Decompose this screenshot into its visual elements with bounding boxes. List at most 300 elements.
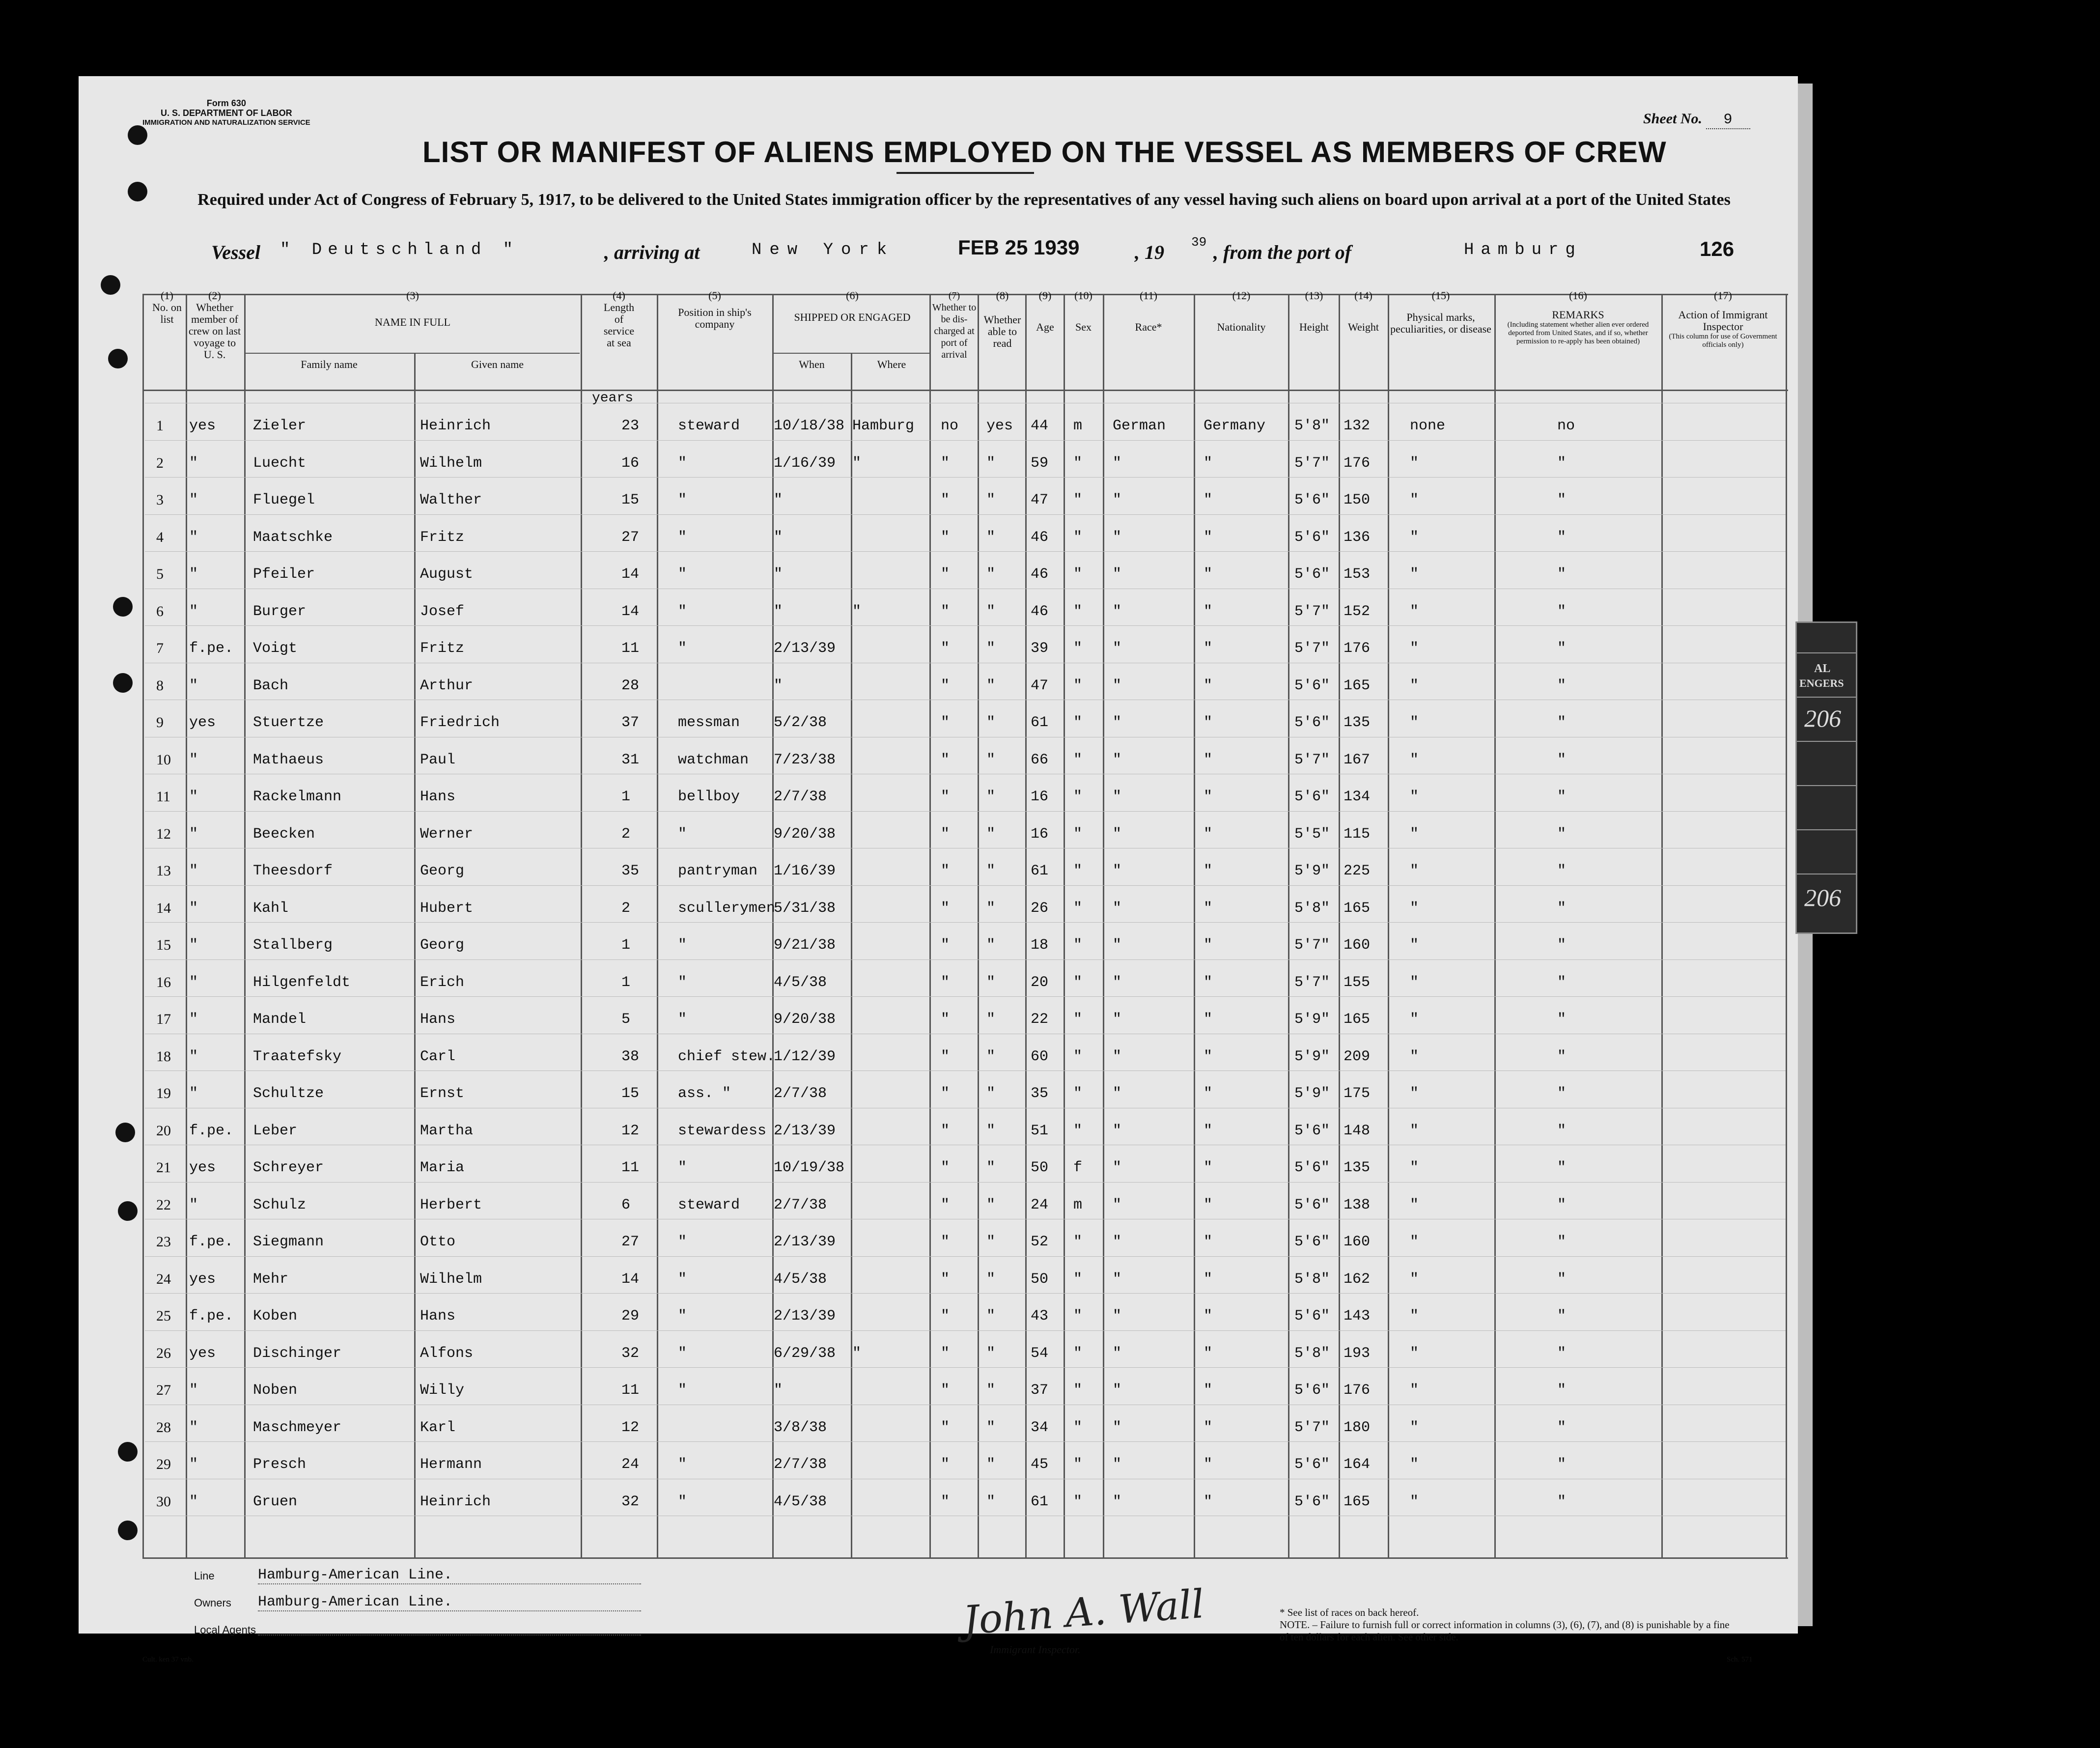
- given-name-cell: Ernst: [420, 1085, 465, 1102]
- able-to-read-cell: ": [986, 1270, 996, 1288]
- shipped-when-cell: 4/5/38: [774, 1270, 827, 1288]
- length-of-service-cell: 24: [621, 1456, 640, 1473]
- physical-marks-cell: ": [1410, 1159, 1419, 1176]
- able-to-read-cell: ": [986, 714, 996, 731]
- to-be-discharged-cell: ": [941, 1456, 950, 1473]
- family-name-cell: Koben: [253, 1308, 298, 1325]
- able-to-read-cell: ": [986, 529, 996, 546]
- sex-cell: ": [1073, 1456, 1083, 1473]
- last-voyage-cell: ": [189, 1493, 198, 1510]
- length-of-service-cell: 37: [621, 714, 640, 731]
- binder-hole: [128, 182, 147, 201]
- physical-marks-cell: ": [1410, 1196, 1419, 1213]
- shipped-when-cell: 7/23/38: [774, 751, 836, 768]
- last-voyage-cell: ": [189, 900, 198, 917]
- last-voyage-cell: yes: [189, 714, 216, 731]
- last-voyage-cell: ": [189, 863, 198, 879]
- shipped-when-cell: 2/7/38: [774, 1085, 827, 1102]
- shipped-when-cell: 5/31/38: [774, 900, 836, 917]
- weight-cell: 138: [1344, 1196, 1371, 1213]
- last-voyage-cell: ": [189, 677, 198, 694]
- row-number-cell: 18: [156, 1048, 171, 1065]
- row-number-cell: 17: [156, 1011, 171, 1027]
- given-name-cell: Paul: [420, 751, 456, 768]
- list-number: 126: [1700, 237, 1735, 260]
- physical-marks-cell: ": [1410, 1122, 1419, 1139]
- remarks-cell: ": [1557, 1048, 1567, 1065]
- to-be-discharged-cell: ": [941, 1159, 950, 1176]
- last-voyage-cell: ": [189, 1382, 198, 1399]
- given-name-cell: Carl: [420, 1048, 456, 1065]
- weight-cell: 180: [1344, 1419, 1371, 1436]
- weight-cell: 162: [1344, 1270, 1371, 1288]
- row-number-cell: 24: [156, 1270, 171, 1287]
- height-cell: 5'6": [1294, 1308, 1330, 1325]
- remarks-cell: ": [1557, 492, 1567, 508]
- last-voyage-cell: ": [189, 454, 198, 472]
- position-cell: steward: [678, 418, 740, 434]
- column-rule: [1661, 295, 1663, 1557]
- row-rule: [145, 1256, 1786, 1257]
- remarks-cell: ": [1557, 1011, 1567, 1028]
- shipped-when-cell: ": [774, 566, 783, 583]
- to-be-discharged-cell: ": [941, 863, 950, 879]
- to-be-discharged-cell: ": [941, 1493, 950, 1510]
- shipped-when-cell: ": [774, 1382, 783, 1399]
- family-name-cell: Voigt: [253, 640, 298, 657]
- to-be-discharged-cell: ": [941, 974, 950, 991]
- row-number-cell: 8: [156, 677, 164, 694]
- to-be-discharged-cell: ": [941, 751, 950, 768]
- last-voyage-cell: ": [189, 825, 198, 843]
- last-voyage-cell: yes: [189, 418, 216, 434]
- able-to-read-cell: ": [986, 863, 996, 879]
- length-of-service-cell: 29: [621, 1308, 640, 1325]
- remarks-cell: ": [1557, 1419, 1567, 1436]
- sex-cell: ": [1073, 751, 1083, 768]
- length-of-service-cell: 35: [621, 863, 640, 879]
- length-of-service-cell: 14: [621, 566, 640, 583]
- row-number-cell: 23: [156, 1234, 171, 1250]
- age-cell: 52: [1031, 1234, 1049, 1250]
- height-cell: 5'9": [1294, 863, 1330, 879]
- position-cell: ": [678, 640, 687, 657]
- nationality-cell: ": [1204, 1011, 1213, 1028]
- able-to-read-cell: ": [986, 900, 996, 917]
- physical-marks-cell: ": [1410, 454, 1419, 472]
- physical-marks-cell: ": [1410, 751, 1419, 768]
- given-name-cell: Herbert: [420, 1196, 482, 1213]
- race-cell: ": [1113, 825, 1122, 843]
- shipped-where-cell: Hamburg: [852, 418, 915, 434]
- given-name-cell: Martha: [420, 1122, 474, 1139]
- sex-cell: ": [1073, 677, 1083, 694]
- able-to-read-cell: ": [986, 1345, 996, 1362]
- able-to-read-cell: ": [986, 1159, 996, 1176]
- last-voyage-cell: ": [189, 1196, 198, 1213]
- length-of-service-cell: 12: [621, 1122, 640, 1139]
- position-cell: steward: [678, 1196, 740, 1213]
- to-be-discharged-cell: ": [941, 825, 950, 843]
- remarks-cell: ": [1557, 1196, 1567, 1213]
- height-cell: 5'6": [1294, 1456, 1330, 1473]
- shipped-when-cell: 2/13/39: [774, 640, 836, 657]
- physical-marks-cell: ": [1410, 1308, 1419, 1325]
- position-cell: ass. ": [678, 1085, 731, 1102]
- remarks-cell: ": [1557, 1270, 1567, 1288]
- binder-hole: [118, 1521, 138, 1540]
- shipped-when-cell: ": [774, 529, 783, 546]
- able-to-read-cell: ": [986, 1122, 996, 1139]
- date-stamp: FEB 25 1939: [958, 236, 1080, 259]
- able-to-read-cell: ": [986, 1419, 996, 1436]
- column-rule: [244, 295, 246, 1557]
- row-number-cell: 9: [156, 714, 164, 731]
- column-rule: [581, 295, 582, 1557]
- height-cell: 5'8": [1294, 900, 1330, 917]
- to-be-discharged-cell: ": [941, 1382, 950, 1399]
- race-cell: ": [1113, 603, 1122, 620]
- height-cell: 5'8": [1294, 1345, 1330, 1362]
- nationality-cell: ": [1204, 1122, 1213, 1139]
- able-to-read-cell: ": [986, 1011, 996, 1028]
- row-number-cell: 19: [156, 1085, 171, 1101]
- weight-cell: 165: [1344, 1493, 1371, 1510]
- height-cell: 5'6": [1294, 492, 1330, 508]
- shipped-when-cell: 6/29/38: [774, 1345, 836, 1362]
- remarks-cell: ": [1557, 900, 1567, 917]
- height-cell: 5'6": [1294, 566, 1330, 583]
- age-cell: 47: [1031, 492, 1049, 508]
- to-be-discharged-cell: ": [941, 677, 950, 694]
- last-voyage-cell: ": [189, 937, 198, 954]
- row-rule: [145, 996, 1786, 997]
- owners-value: Hamburg-American Line.: [258, 1594, 641, 1611]
- shipped-when-cell: 2/13/39: [774, 1122, 836, 1139]
- to-be-discharged-cell: ": [941, 603, 950, 620]
- position-cell: ": [678, 1345, 687, 1362]
- race-cell: ": [1113, 937, 1122, 954]
- physical-marks-cell: ": [1410, 1419, 1419, 1436]
- shipped-when-cell: 2/7/38: [774, 1456, 827, 1473]
- physical-marks-cell: ": [1410, 789, 1419, 805]
- sex-cell: ": [1073, 1493, 1083, 1510]
- remarks-cell: ": [1557, 1085, 1567, 1102]
- remarks-cell: ": [1557, 825, 1567, 843]
- shipped-where-cell: ": [852, 1345, 862, 1362]
- age-cell: 18: [1031, 937, 1049, 954]
- able-to-read-cell: yes: [986, 418, 1013, 434]
- family-name-cell: Schreyer: [253, 1159, 324, 1176]
- sex-cell: ": [1073, 825, 1083, 843]
- given-name-cell: Hans: [420, 1308, 456, 1325]
- weight-cell: 115: [1344, 825, 1371, 843]
- row-number-cell: 5: [156, 566, 164, 582]
- weight-cell: 143: [1344, 1308, 1371, 1325]
- length-of-service-cell: 6: [621, 1196, 631, 1213]
- height-cell: 5'7": [1294, 1419, 1330, 1436]
- last-voyage-cell: ": [189, 789, 198, 805]
- weight-cell: 193: [1344, 1345, 1371, 1362]
- col-10-header: (10) Sex: [1074, 289, 1092, 333]
- able-to-read-cell: ": [986, 1234, 996, 1250]
- family-name-cell: Luecht: [253, 454, 307, 472]
- remarks-cell: ": [1557, 677, 1567, 694]
- age-cell: 16: [1031, 789, 1049, 805]
- shipped-when-cell: 1/16/39: [774, 863, 836, 879]
- to-be-discharged-cell: ": [941, 1419, 950, 1436]
- to-be-discharged-cell: ": [941, 1234, 950, 1250]
- col-9-header: (9) Age: [1036, 289, 1054, 333]
- race-cell: ": [1113, 1048, 1122, 1065]
- last-voyage-cell: yes: [189, 1270, 216, 1288]
- height-cell: 5'6": [1294, 1382, 1330, 1399]
- col-5-header: (5) Position in ship's company: [678, 289, 752, 330]
- height-cell: 5'6": [1294, 789, 1330, 805]
- physical-marks-cell: ": [1410, 1085, 1419, 1102]
- length-of-service-cell: 31: [621, 751, 640, 768]
- index-tab: [1795, 621, 1857, 934]
- family-name-cell: Gruen: [253, 1493, 298, 1510]
- to-be-discharged-cell: ": [941, 454, 950, 472]
- length-of-service-cell: 28: [621, 677, 640, 694]
- weight-cell: 136: [1344, 529, 1371, 546]
- nationality-cell: ": [1204, 789, 1213, 805]
- row-number-cell: 13: [156, 863, 171, 879]
- length-of-service-cell: 1: [621, 974, 631, 991]
- nationality-cell: ": [1204, 454, 1213, 472]
- position-cell: pantryman: [678, 863, 758, 879]
- age-cell: 50: [1031, 1159, 1049, 1176]
- remarks-cell: no: [1557, 418, 1575, 434]
- column-rule: [851, 353, 852, 1557]
- race-cell: ": [1113, 900, 1122, 917]
- length-of-service-cell: 11: [621, 1159, 640, 1176]
- column-rule: [1494, 295, 1496, 1557]
- position-cell: ": [678, 454, 687, 472]
- given-name-cell: Otto: [420, 1234, 456, 1250]
- nationality-cell: ": [1204, 1345, 1213, 1362]
- nationality-cell: ": [1204, 863, 1213, 879]
- height-cell: 5'6": [1294, 1159, 1330, 1176]
- sex-cell: ": [1073, 529, 1083, 546]
- race-cell: ": [1113, 714, 1122, 731]
- remarks-cell: ": [1557, 529, 1567, 546]
- position-cell: chief stew.: [678, 1048, 776, 1065]
- to-be-discharged-cell: ": [941, 1085, 950, 1102]
- length-of-service-cell: 2: [621, 900, 631, 917]
- age-cell: 34: [1031, 1419, 1049, 1436]
- able-to-read-cell: ": [986, 1196, 996, 1213]
- table-bottom-rule: [142, 1557, 1788, 1559]
- binder-hole: [113, 597, 133, 617]
- sex-cell: f: [1073, 1159, 1083, 1176]
- column-rule: [929, 295, 931, 1557]
- remarks-cell: ": [1557, 640, 1567, 657]
- height-cell: 5'9": [1294, 1085, 1330, 1102]
- able-to-read-cell: ": [986, 1085, 996, 1102]
- position-cell: ": [678, 974, 687, 991]
- col-4-header: (4) Length of service at sea: [603, 289, 635, 349]
- physical-marks-cell: ": [1410, 1270, 1419, 1288]
- family-name-cell: Maschmeyer: [253, 1419, 342, 1436]
- given-name-cell: August: [420, 566, 474, 583]
- to-be-discharged-cell: ": [941, 1196, 950, 1213]
- race-cell: ": [1113, 789, 1122, 805]
- col-8-header: (8) Whether able to read: [983, 289, 1021, 349]
- sex-cell: ": [1073, 1048, 1083, 1065]
- weight-cell: 225: [1344, 863, 1371, 879]
- physical-marks-cell: ": [1410, 492, 1419, 508]
- family-name-cell: Fluegel: [253, 492, 315, 508]
- length-of-service-cell: 1: [621, 789, 631, 805]
- age-cell: 22: [1031, 1011, 1049, 1028]
- able-to-read-cell: ": [986, 1382, 996, 1399]
- weight-cell: 165: [1344, 677, 1371, 694]
- subheader-rule-shipped: [774, 353, 931, 354]
- col-1-header: (1) No. on list: [152, 289, 182, 325]
- race-cell: ": [1113, 529, 1122, 546]
- weight-cell: 135: [1344, 1159, 1371, 1176]
- row-rule: [145, 477, 1786, 478]
- tab-mark-val2: 206: [1804, 884, 1841, 911]
- where-subheader: Where: [877, 358, 906, 370]
- col-2-header: (2) Whether member of crew on last voyage to U. S.: [188, 289, 241, 361]
- tab-mark-mid: ENGERS: [1799, 677, 1844, 689]
- given-name-subheader: Given name: [471, 358, 524, 370]
- able-to-read-cell: ": [986, 566, 996, 583]
- able-to-read-cell: ": [986, 751, 996, 768]
- sex-cell: ": [1073, 1122, 1083, 1139]
- height-cell: 5'6": [1294, 1122, 1330, 1139]
- given-name-cell: Hans: [420, 789, 456, 805]
- race-cell: ": [1113, 863, 1122, 879]
- row-number-cell: 12: [156, 825, 171, 842]
- column-rule: [657, 295, 658, 1557]
- age-cell: 26: [1031, 900, 1049, 917]
- column-rule: [1339, 295, 1340, 1557]
- row-rule: [145, 1441, 1786, 1442]
- sex-cell: ": [1073, 714, 1083, 731]
- nationality-cell: ": [1204, 714, 1213, 731]
- length-of-service-cell: 16: [621, 454, 640, 472]
- row-number-cell: 25: [156, 1308, 171, 1324]
- column-rule: [1103, 295, 1104, 1557]
- nationality-cell: ": [1204, 1085, 1213, 1102]
- arrival-port: New York: [752, 241, 895, 259]
- length-of-service-cell: 11: [621, 640, 640, 657]
- nationality-cell: ": [1204, 900, 1213, 917]
- to-be-discharged-cell: ": [941, 1011, 950, 1028]
- able-to-read-cell: ": [986, 640, 996, 657]
- to-be-discharged-cell: ": [941, 789, 950, 805]
- age-cell: 60: [1031, 1048, 1049, 1065]
- race-cell: ": [1113, 751, 1122, 768]
- inspector-signature: John A. Wall: [961, 1580, 1206, 1644]
- row-rule: [145, 811, 1786, 812]
- length-of-service-cell: 23: [621, 418, 640, 434]
- last-voyage-cell: yes: [189, 1159, 216, 1176]
- race-cell: ": [1113, 1419, 1122, 1436]
- row-rule: [145, 625, 1786, 626]
- last-voyage-cell: f.pe.: [189, 1122, 234, 1139]
- sex-cell: ": [1073, 1234, 1083, 1250]
- row-number-cell: 14: [156, 900, 171, 916]
- nationality-cell: ": [1204, 1234, 1213, 1250]
- last-voyage-cell: ": [189, 1048, 198, 1065]
- given-name-cell: Hans: [420, 1011, 456, 1028]
- header-bottom-rule: [142, 390, 1788, 391]
- able-to-read-cell: ": [986, 677, 996, 694]
- position-cell: ": [678, 566, 687, 583]
- nationality-cell: ": [1204, 1456, 1213, 1473]
- length-of-service-cell: 12: [621, 1419, 640, 1436]
- column-rule: [142, 295, 144, 1557]
- col-3-header: (3) NAME IN FULL: [375, 289, 450, 328]
- family-name-cell: Kahl: [253, 900, 289, 917]
- year-value: 39: [1191, 235, 1207, 250]
- weight-cell: 176: [1344, 640, 1371, 657]
- shipped-where-cell: ": [852, 454, 862, 472]
- last-voyage-cell: f.pe.: [189, 1234, 234, 1250]
- age-cell: 39: [1031, 640, 1049, 657]
- col-7-header: (7) Whether to be dis-charged at port of arrival: [932, 290, 977, 360]
- row-number-cell: 15: [156, 937, 171, 953]
- height-cell: 5'9": [1294, 1011, 1330, 1028]
- shipped-when-cell: 1/16/39: [774, 454, 836, 472]
- position-cell: ": [678, 1456, 687, 1473]
- row-number-cell: 6: [156, 603, 164, 620]
- height-cell: 5'8": [1294, 1270, 1330, 1288]
- agents-label: Local Agents: [194, 1624, 256, 1636]
- family-name-cell: Bach: [253, 677, 289, 694]
- row-number-cell: 4: [156, 529, 164, 545]
- position-cell: scullerymen: [678, 900, 776, 917]
- last-voyage-cell: ": [189, 974, 198, 991]
- from-port: Hamburg: [1464, 241, 1582, 259]
- age-cell: 16: [1031, 825, 1049, 843]
- to-be-discharged-cell: ": [941, 1270, 950, 1288]
- race-cell: ": [1113, 1011, 1122, 1028]
- given-name-cell: Fritz: [420, 640, 465, 657]
- when-subheader: When: [799, 358, 825, 370]
- nationality-cell: ": [1204, 825, 1213, 843]
- sheet-number-label: Sheet No.: [1643, 111, 1702, 127]
- length-of-service-cell: 15: [621, 1085, 640, 1102]
- family-name-cell: Presch: [253, 1456, 307, 1473]
- physical-marks-cell: ": [1410, 529, 1419, 546]
- weight-cell: 165: [1344, 1011, 1371, 1028]
- column-rule: [186, 295, 187, 1557]
- position-cell: ": [678, 937, 687, 954]
- age-cell: 66: [1031, 751, 1049, 768]
- sex-cell: ": [1073, 603, 1083, 620]
- length-of-service-cell: 32: [621, 1493, 640, 1510]
- row-rule: [145, 1367, 1786, 1368]
- last-voyage-cell: f.pe.: [189, 1308, 234, 1325]
- race-cell: ": [1113, 1308, 1122, 1325]
- height-cell: 5'6": [1294, 677, 1330, 694]
- nationality-cell: ": [1204, 677, 1213, 694]
- position-cell: ": [678, 1234, 687, 1250]
- position-cell: bellboy: [678, 789, 740, 805]
- shipped-when-cell: 2/7/38: [774, 789, 827, 805]
- sex-cell: ": [1073, 1308, 1083, 1325]
- sex-cell: ": [1073, 789, 1083, 805]
- able-to-read-cell: ": [986, 974, 996, 991]
- row-number-cell: 26: [156, 1345, 171, 1361]
- remarks-cell: ": [1557, 1493, 1567, 1510]
